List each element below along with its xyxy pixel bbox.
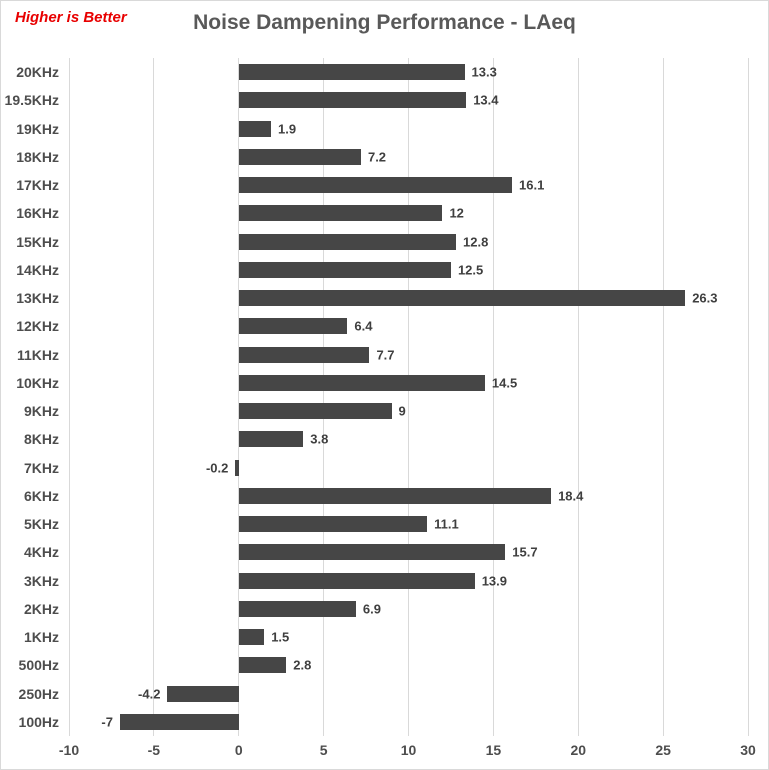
category-label: 11KHz [16, 346, 59, 363]
bar [239, 347, 370, 363]
category-label: 18KHz [16, 148, 59, 165]
bar-value-label: 3.8 [310, 431, 329, 447]
bar [239, 177, 512, 193]
bar [239, 64, 465, 80]
bar [239, 121, 271, 137]
bar-row [69, 680, 748, 708]
bar [239, 262, 451, 278]
x-tick-label: 20 [570, 742, 587, 758]
bar-row [69, 284, 748, 312]
bar-rows [69, 58, 748, 736]
category-label: 5KHz [23, 516, 59, 533]
bar [239, 92, 466, 108]
bar-row [69, 708, 748, 736]
category-label: 19.5KHz [4, 92, 59, 109]
bar-value-label: 12 [449, 205, 464, 221]
bar-row [69, 341, 748, 369]
bar [239, 488, 551, 504]
bar-row [69, 623, 748, 651]
bar-value-label: -0.2 [205, 460, 229, 476]
category-label: 250Hz [18, 685, 59, 702]
bar-row [69, 228, 748, 256]
bar-value-label: 1.5 [271, 629, 290, 645]
bar [239, 516, 427, 532]
bar-value-label: 16.1 [519, 177, 545, 193]
bar [235, 460, 238, 476]
bar-value-label: 7.2 [367, 149, 387, 165]
x-tick-label: 15 [485, 742, 502, 758]
bar-value-label: 12.5 [457, 262, 484, 278]
bar [239, 403, 392, 419]
bar-value-label: 13.3 [471, 64, 497, 80]
category-label: 12KHz [16, 318, 59, 335]
higher-is-better-note: Higher is Better [15, 9, 127, 26]
chart-title: Noise Dampening Performance - LAeq [193, 11, 576, 34]
bar-value-label: 2.8 [293, 657, 312, 673]
category-label: 10KHz [16, 374, 59, 391]
bar [239, 544, 506, 560]
category-label: 7KHz [23, 459, 59, 476]
x-tick-label: 10 [400, 742, 417, 758]
bar-value-label: 14.5 [491, 375, 518, 391]
category-label: 4KHz [23, 544, 59, 561]
bar [239, 431, 304, 447]
bar-value-label: 15.7 [512, 544, 538, 560]
bar [239, 601, 356, 617]
bar-row [69, 143, 748, 171]
x-tick-label: 30 [740, 742, 756, 758]
category-label: 500Hz [18, 657, 59, 674]
bar-value-label: 9 [398, 403, 406, 419]
bar-row [69, 397, 748, 425]
category-label: 13KHz [16, 290, 59, 307]
bar-value-label: 13.9 [481, 573, 507, 589]
category-label: 17KHz [16, 177, 59, 194]
bar-row [69, 171, 748, 199]
category-label: 3KHz [23, 572, 59, 589]
bar-row [69, 425, 748, 453]
bar [120, 714, 239, 730]
category-label: 100Hz [18, 713, 59, 730]
category-label: 16KHz [16, 205, 59, 222]
bar-value-label: 6.9 [362, 601, 381, 617]
bar-row [69, 86, 748, 114]
bar-row [69, 567, 748, 595]
bar-value-label: 11.1 [434, 516, 459, 532]
category-label: 19KHz [16, 120, 59, 137]
bar-row [69, 58, 748, 86]
bar-value-label: 26.3 [692, 290, 718, 306]
bar-value-label: -7 [101, 714, 113, 730]
category-label: 14KHz [16, 261, 59, 278]
x-tick-label: 5 [319, 742, 328, 758]
bar-row [69, 651, 748, 679]
bar-row [69, 482, 748, 510]
category-axis [1, 58, 59, 736]
bar-row [69, 115, 748, 143]
category-label: 20KHz [16, 64, 59, 81]
bar-row [69, 538, 748, 566]
bar [239, 205, 443, 221]
bar-row [69, 369, 748, 397]
category-label: 2KHz [23, 600, 59, 617]
bar-row [69, 199, 748, 227]
x-tick-label: 0 [234, 742, 243, 758]
category-label: 15KHz [16, 233, 59, 250]
bar-value-label: 1.9 [278, 121, 297, 137]
bar [239, 629, 264, 645]
category-label: 8KHz [23, 431, 59, 448]
bar [239, 149, 361, 165]
x-tick-label: -10 [58, 742, 80, 758]
bar [167, 686, 238, 702]
category-label: 9KHz [23, 403, 59, 420]
bar-value-label: -4.2 [138, 686, 161, 702]
bar-row [69, 510, 748, 538]
x-axis [58, 738, 756, 764]
bar [239, 573, 475, 589]
bar-row [69, 256, 748, 284]
bar-value-label: 6.4 [354, 318, 373, 334]
bar-value-label: 12.8 [463, 234, 489, 250]
bar [239, 375, 485, 391]
bar [239, 657, 287, 673]
bar-value-label: 7.7 [376, 347, 395, 363]
bar-value-label: 13.4 [473, 92, 499, 108]
bar-value-label: 18.4 [558, 488, 584, 504]
plot-area [69, 58, 748, 736]
category-label: 1KHz [23, 629, 59, 646]
bar-row [69, 595, 748, 623]
x-tick-label: -5 [147, 742, 161, 758]
bar-row [69, 312, 748, 340]
bar-row [69, 454, 748, 482]
bar [239, 234, 456, 250]
bar [239, 290, 685, 306]
category-label: 6KHz [23, 487, 59, 504]
bar [239, 318, 348, 334]
x-tick-label: 25 [655, 742, 671, 758]
